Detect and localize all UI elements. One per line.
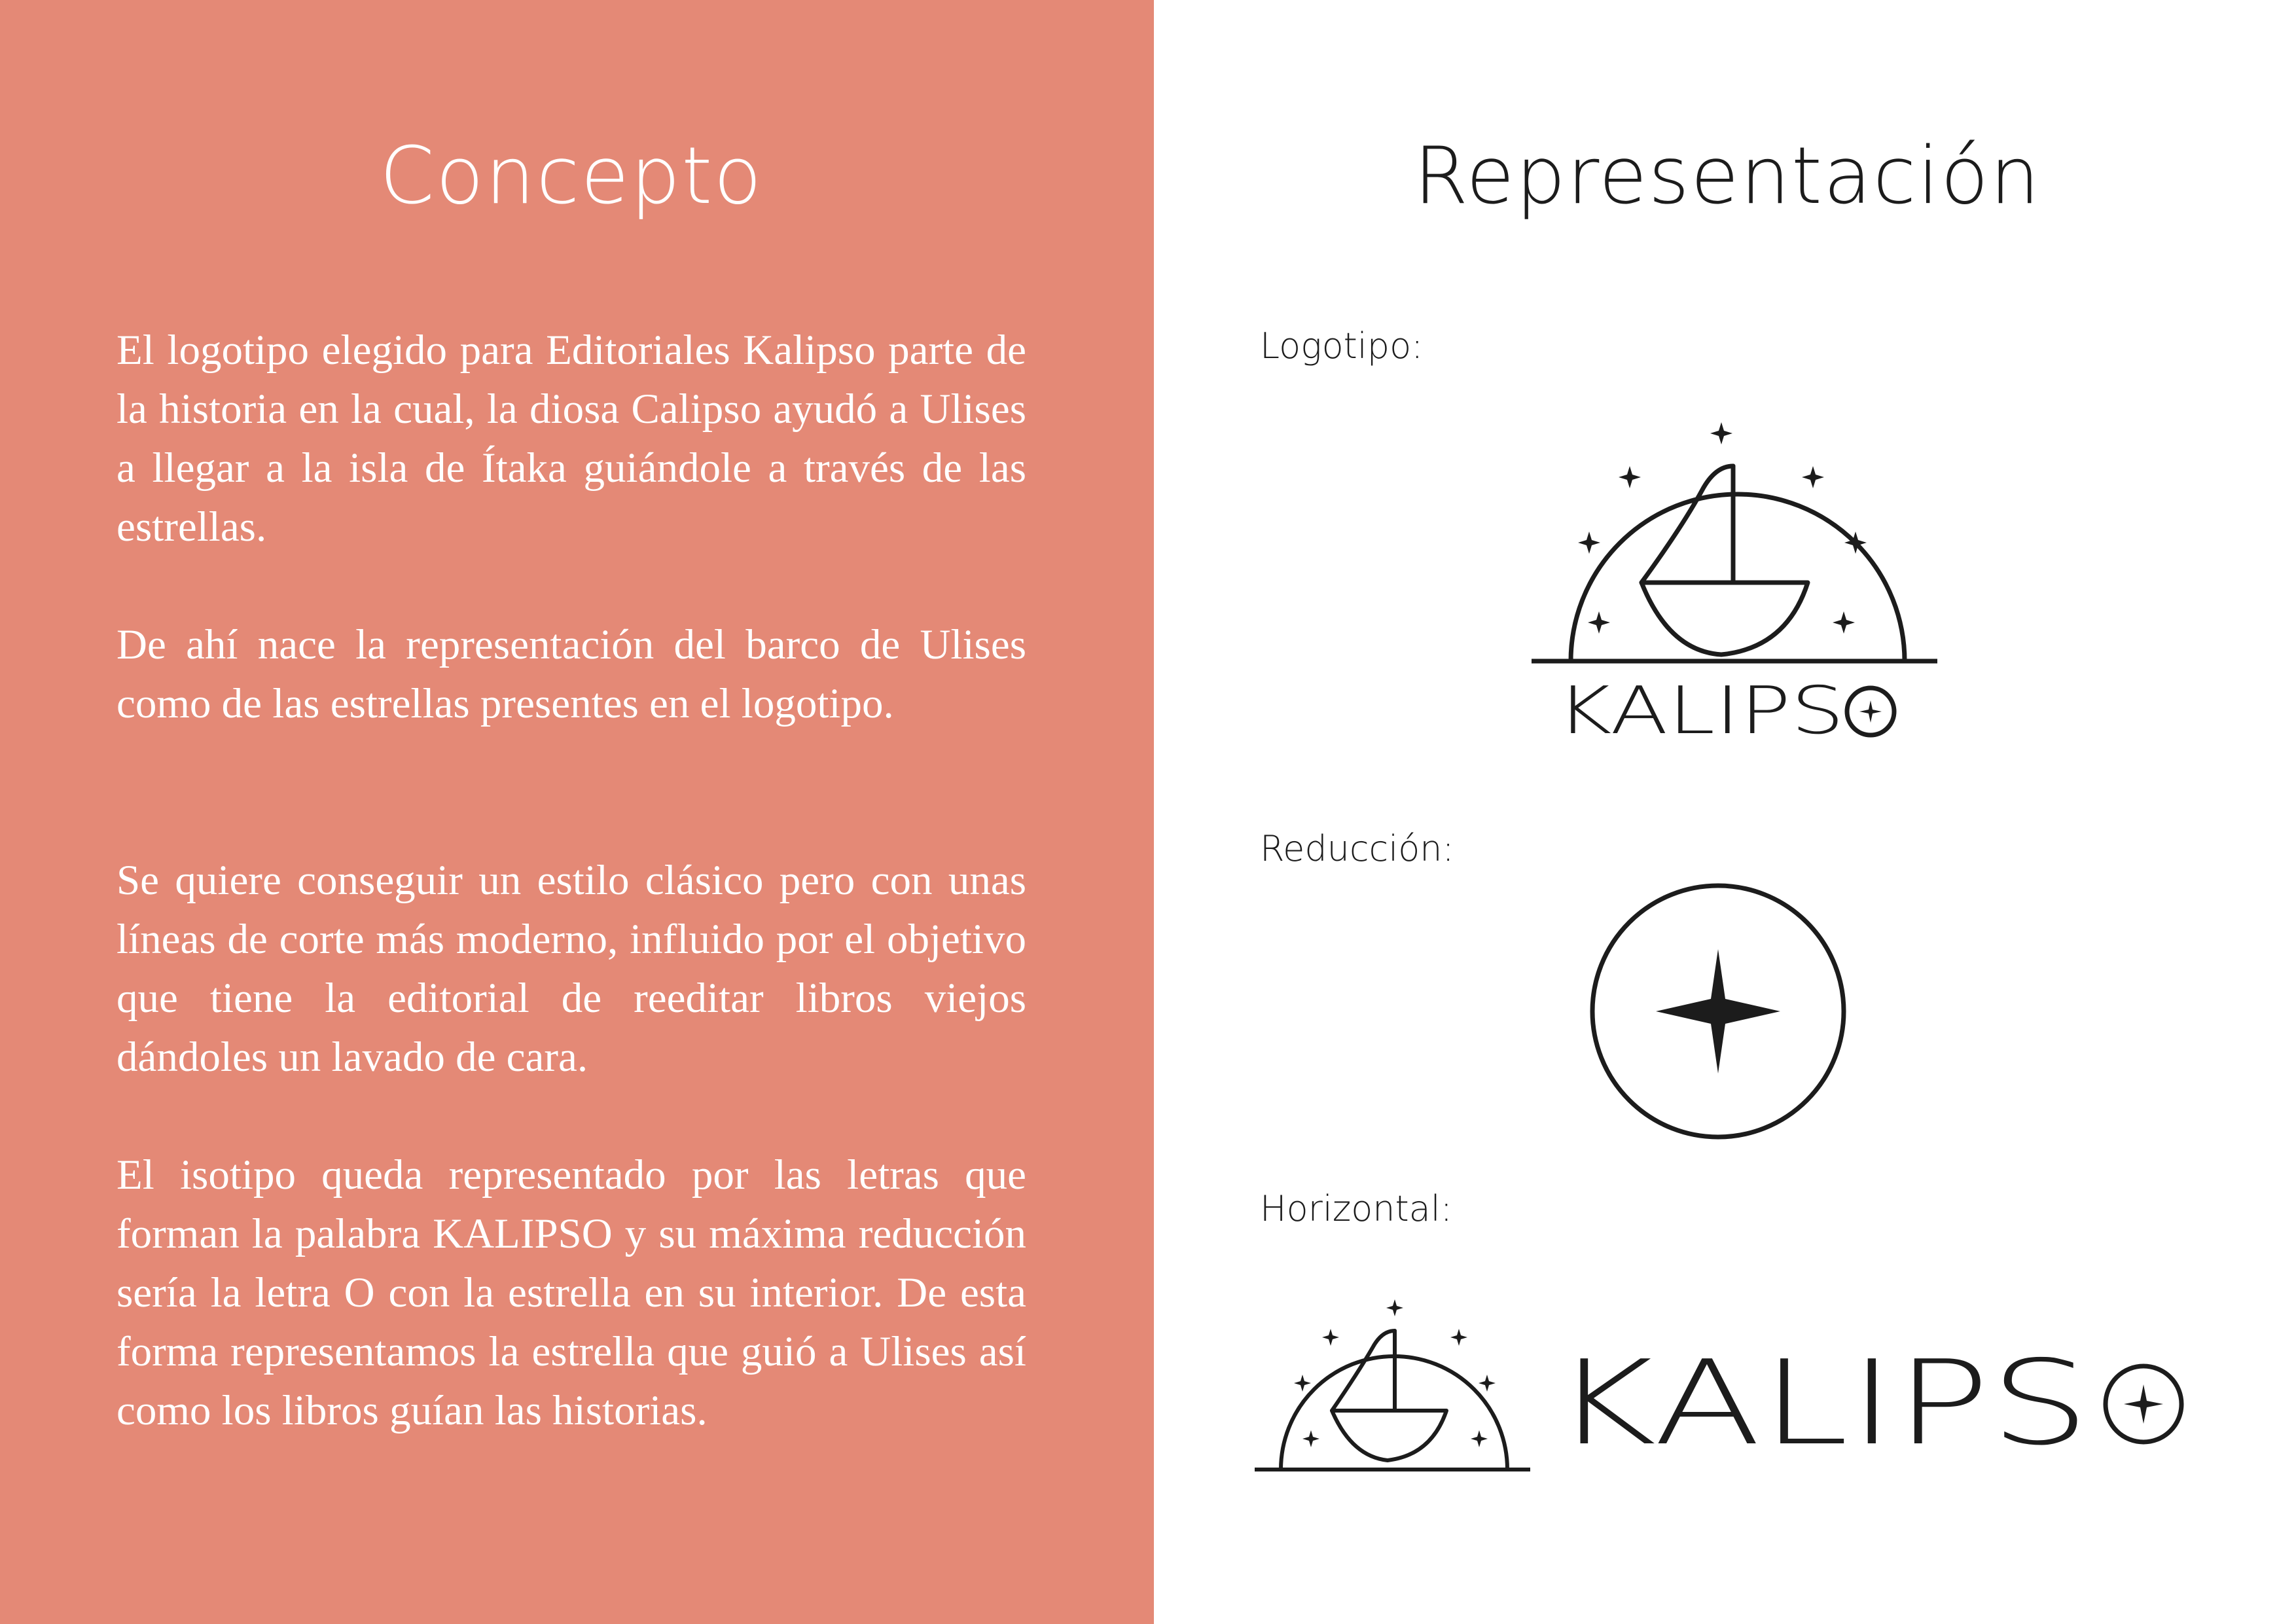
sun-arc-icon (1255, 1356, 1530, 1470)
representacion-title: Representación (1414, 131, 2041, 222)
concepto-paragraph-4: El isotipo queda representado por las letras que forman la palabra KALIPSO y su máxima reducción sería la letra O con la estrella en su interior. De esta forma representamos la estrella que guió a Ulises así como los libros guían las historias. (117, 1151, 1026, 1434)
kalipso-logo-stacked (1525, 393, 1950, 759)
star-o-icon (2106, 1366, 2181, 1442)
concepto-paragraph-3: Se quiere conseguir un estilo clásico pero con unas líneas de corte más moderno, influido por el objetivo que tiene la editorial de reeditar libros viejos dándoles un lavado de cara. (117, 857, 1026, 1081)
kalipso-logo-horizontal (1253, 1280, 2196, 1496)
concepto-paragraph-1: El logotipo elegido para Editoriales Kalipso parte de la historia en la cual, la diosa Calipso ayudó a Ulises a llegar a la isla de Ítaka guiándole a través de las estrellas. (117, 327, 1026, 550)
kalipso-reduction-logo (1587, 880, 1849, 1142)
star-o-icon (1847, 688, 1894, 735)
concepto-title: Concepto (380, 131, 763, 222)
star-icons (1578, 422, 1867, 634)
sailboat-icon (1332, 1331, 1446, 1460)
reduccion-label: Reducción: (1260, 828, 1454, 869)
kalipso-wordmark: KALIPS (1556, 672, 1844, 749)
concepto-paragraph-2: De ahí nace la representación del barco de Ulises como de las estrellas presentes en el logotipo. (117, 621, 1026, 727)
kalipso-wordmark: KALIPS (1553, 1335, 2090, 1471)
star-icon (1656, 949, 1780, 1074)
horizontal-label: Horizontal: (1260, 1188, 1452, 1229)
logotipo-label: Logotipo: (1260, 325, 1424, 367)
